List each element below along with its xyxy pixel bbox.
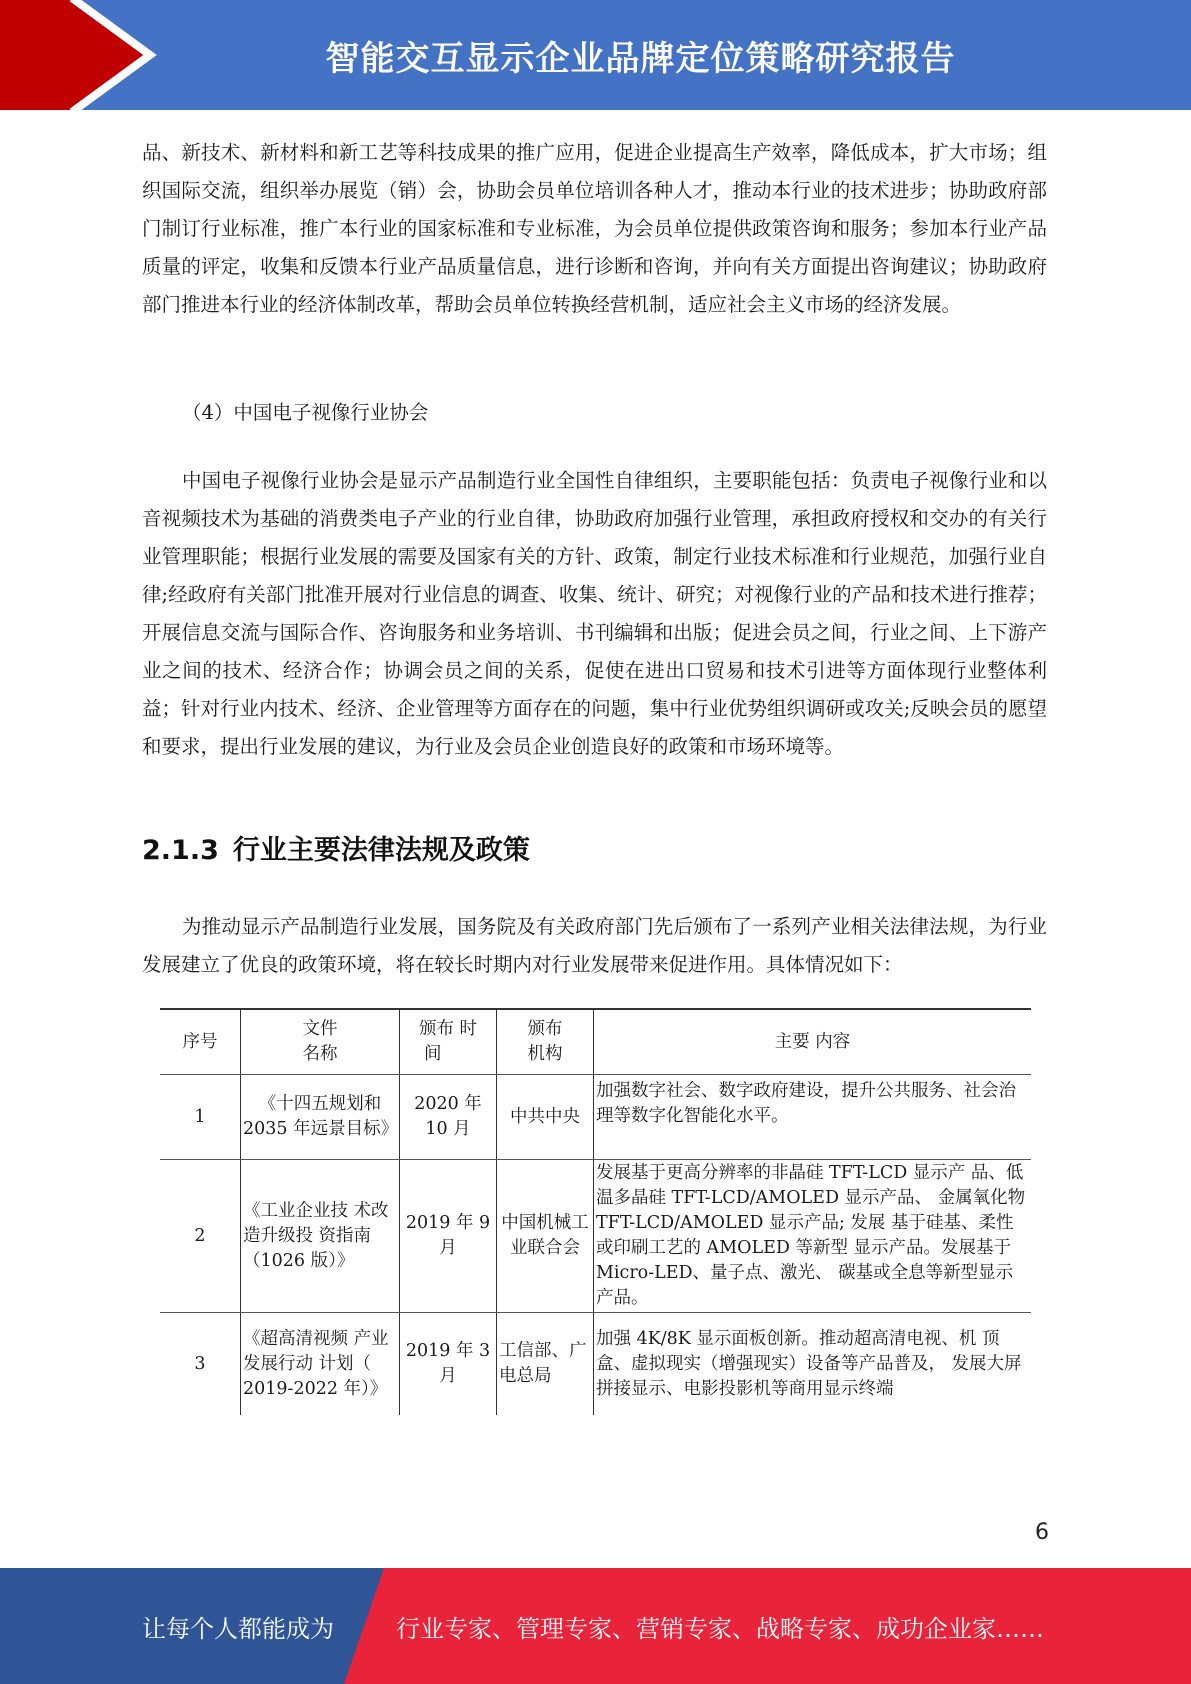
table-header-row	[160, 1009, 1031, 1075]
header-org-line1: 颁布	[527, 1019, 563, 1039]
section-heading	[142, 828, 530, 867]
footer-slogan-right: 行业专家、管理专家、营销专家、战略专家、成功企业家……	[396, 1614, 1044, 1643]
header-cell-date	[400, 1009, 497, 1075]
paragraph-association: 中国电子视像行业协会是显示产品制造行业全国性自律组织，主要职能包括：负责电子视像行业和以音视频技术为基础的消费类电子产业的行业自律，协助政府加强行业管理，承担政府授权和交办的有关行业管理职能；根据行业发展的需要及国家有关的方针、政策，制定行业技术标准和行业规范，加强行业自律;经政府有关部门批准开展对行业信息的调查、收集、统计、研究；对视像行业的产品和技术进行推荐；开展信息交流与国际合作、咨询服务和业务培训、书刊编辑和出版；促进会员之间，行业之间、上下游产业之间的技术、经济合作；协调会员之间的关系，促使在进出口贸易和技术引进等方面体现行业整体利益；针对行业内技术、经济、企业管理等方面存在的问题，集中行业优势组织调研或攻关;反映会员的愿望和要求，提出行业发展的建议，为行业及会员企业创造良好的政策和市场环境等。	[142, 469, 1047, 758]
section-number: 2.1.3	[142, 835, 219, 866]
cell-org: 中国机械工业联合会	[497, 1160, 594, 1313]
cell-no: 1	[160, 1075, 241, 1160]
page-footer	[0, 1568, 1191, 1684]
policy-table	[160, 1008, 1031, 1415]
footer-slogan-left: 让每个人都能成为	[142, 1614, 334, 1643]
header-date-line2: 间	[424, 1044, 442, 1064]
page-number: 6	[1035, 1520, 1049, 1545]
cell-name: 《工业企业技 术改造升级投 资指南（1026 版）》	[241, 1160, 400, 1313]
cell-no: 2	[160, 1160, 241, 1313]
header-name-line2: 名称	[302, 1044, 338, 1064]
cell-no: 3	[160, 1313, 241, 1416]
cell-content: 发展基于更高分辨率的非晶硅 TFT-LCD 显示产 品、低温多晶硅 TFT-LCD/AMOLED 显示产品、 金属氧化物 TFT-LCD/AMOLED 显示产品; 发展 基于硅基、柔性或印刷工艺的 AMOLED 等新型 显示产品。发展基于 Micro-LED、量子点、激光、 碳基或全息等新型显示产品。	[594, 1160, 1032, 1313]
paragraph-section-intro: 为推动显示产品制造行业发展，国务院及有关政府部门先后颁布了一系列产业相关法律法规，为行业发展建立了优良的政策环境，将在较长时期内对行业发展带来促进作用。具体情况如下：	[142, 915, 1047, 976]
header-arrow-icon	[0, 0, 160, 110]
cell-org: 中共中央	[497, 1075, 594, 1160]
paragraph-continued: 品、新技术、新材料和新工艺等科技成果的推广应用，促进企业提高生产效率，降低成本，扩大市场；组织国际交流，组织举办展览（销）会，协助会员单位培训各种人才，推动本行业的技术进步；协助政府部门制订行业标准，推广本行业的国家标准和专业标准，为会员单位提供政策咨询和服务；参加本行业产品质量的评定，收集和反馈本行业产品质量信息，进行诊断和咨询，并向有关方面提出咨询建议；协助政府部门推进本行业的经济体制改革，帮助会员单位转换经营机制，适应社会主义市场的经济发展。	[142, 141, 1047, 316]
cell-date: 2020 年 10 月	[400, 1075, 497, 1160]
cell-name: 《十四五规划和 2035 年远景目标》	[241, 1075, 400, 1160]
cell-name: 《超高清视频 产业发展行动 计划（ 2019-2022 年）》	[241, 1313, 400, 1416]
cell-content: 加强数字社会、数字政府建设，提升公共服务、社会治理等数字化智能化水平。	[594, 1075, 1032, 1160]
header-org-line2: 机构	[527, 1044, 563, 1064]
table-row	[160, 1313, 1031, 1416]
page-header	[0, 0, 1191, 110]
table-row	[160, 1160, 1031, 1313]
cell-date: 2019 年 3 月	[400, 1313, 497, 1416]
cell-org: 工信部、广电总局	[497, 1313, 594, 1416]
header-cell-name	[241, 1009, 400, 1075]
header-cell-content: 主要 内容	[594, 1009, 1032, 1075]
header-date-line1: 颁布 时	[418, 1019, 478, 1039]
header-cell-org	[497, 1009, 594, 1075]
report-title: 智能交互显示企业品牌定位策略研究报告	[325, 38, 956, 79]
table-row	[160, 1075, 1031, 1160]
section-title: 行业主要法律法规及政策	[232, 835, 530, 866]
header-name-line1: 文件	[302, 1019, 338, 1039]
cell-date: 2019 年 9 月	[400, 1160, 497, 1313]
header-cell-no: 序号	[160, 1009, 241, 1075]
item-heading: （4）中国电子视像行业协会	[182, 401, 429, 424]
cell-content: 加强 4K/8K 显示面板创新。推动超高清电视、机 顶盒、虚拟现实（增强现实）设备等产品普及， 发展大屏拼接显示、电影投影机等商用显示终端	[594, 1313, 1032, 1416]
